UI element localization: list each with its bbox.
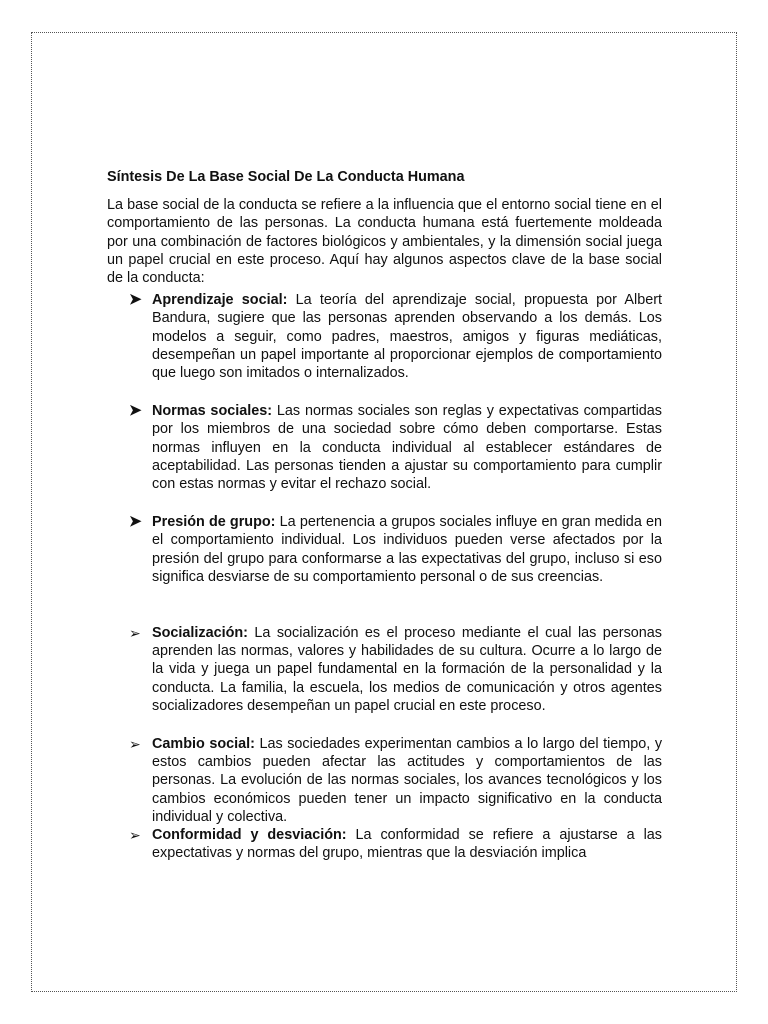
list-item: [107, 624, 662, 715]
item-term: Normas sociales:: [152, 403, 273, 420]
item-text: La conformidad se refiere a ajustarse a las expectativas y normas del grupo, mientras que la desviación implica: [152, 827, 662, 862]
aspects-list: [107, 291, 662, 862]
list-item: [107, 513, 662, 586]
item-text: Las normas sociales son reglas y expectativas compartidas por los miembros de una sociedad sobre cómo deben comportarse. Estas normas influyen en la conducta individual al establecer estándares de aceptabilidad. Las personas tienden a ajustar su comportamiento para cumplir con estas normas y evitar el rechazo social.: [152, 403, 662, 493]
item-term: Socialización:: [152, 625, 248, 642]
list-item: [107, 291, 662, 382]
document-body: [107, 168, 662, 863]
arrow-bullet-icon: ➢: [129, 827, 141, 844]
item-text: La socialización es el proceso mediante el cual las personas aprenden las normas, valores y habilidades de su cultura. Ocurre a lo largo de la vida y juega un papel fundamental en la formación de la personalidad y la conducta. La familia, la escuela, los medios de comunicación y otros agentes socializadores desempeñan un papel crucial en este proceso.: [152, 625, 662, 714]
arrow-bullet-icon: ➤: [129, 402, 142, 420]
arrow-bullet-icon: ➤: [129, 291, 142, 309]
list-item: [107, 826, 662, 862]
item-text: Las sociedades experimentan cambios a lo largo del tiempo, y estos cambios pueden afectar las actitudes y comportamientos de las personas. La evolución de las normas sociales, los avances tecnológicos y los cambios económicos pueden tener un impacto significativo en la conducta individual y colectiva.: [152, 736, 663, 825]
arrow-bullet-icon: ➢: [129, 736, 141, 753]
arrow-bullet-icon: ➢: [129, 625, 141, 642]
arrow-bullet-icon: ➤: [129, 513, 142, 531]
item-term: Conformidad y desviación:: [152, 827, 347, 844]
item-term: Cambio social:: [152, 736, 255, 753]
intro-paragraph: La base social de la conducta se refiere a la influencia que el entorno social tiene en el comportamiento de las personas. La conducta humana está fuertemente moldeada por una combinación de factores biológicos y ambientales, y la dimensión social juega un papel crucial en este proceso. Aquí hay algunos aspectos clave de la base social de la conducta:: [107, 197, 662, 287]
item-term: Presión de grupo:: [152, 514, 276, 531]
list-item: [107, 402, 662, 493]
document-title: Síntesis De La Base Social De La Conducta Humana: [107, 169, 465, 185]
item-text: La pertenencia a grupos sociales influye en gran medida en el comportamiento individual. Los individuos pueden verse afectados por la presión del grupo para conformarse a las expectativas del grupo, incluso si eso significa desviarse de su comportamiento personal o de sus creencias.: [152, 514, 662, 585]
list-item: [107, 735, 662, 826]
item-term: Aprendizaje social:: [152, 292, 288, 309]
item-text: La teoría del aprendizaje social, propuesta por Albert Bandura, sugiere que las personas aprenden observando a los demás. Los modelos a seguir, como padres, maestros, amigos y figuras mediáticas, desempeñan un papel importante al proporcionar ejemplos de comportamiento que luego son imitados o internalizados.: [152, 292, 663, 382]
